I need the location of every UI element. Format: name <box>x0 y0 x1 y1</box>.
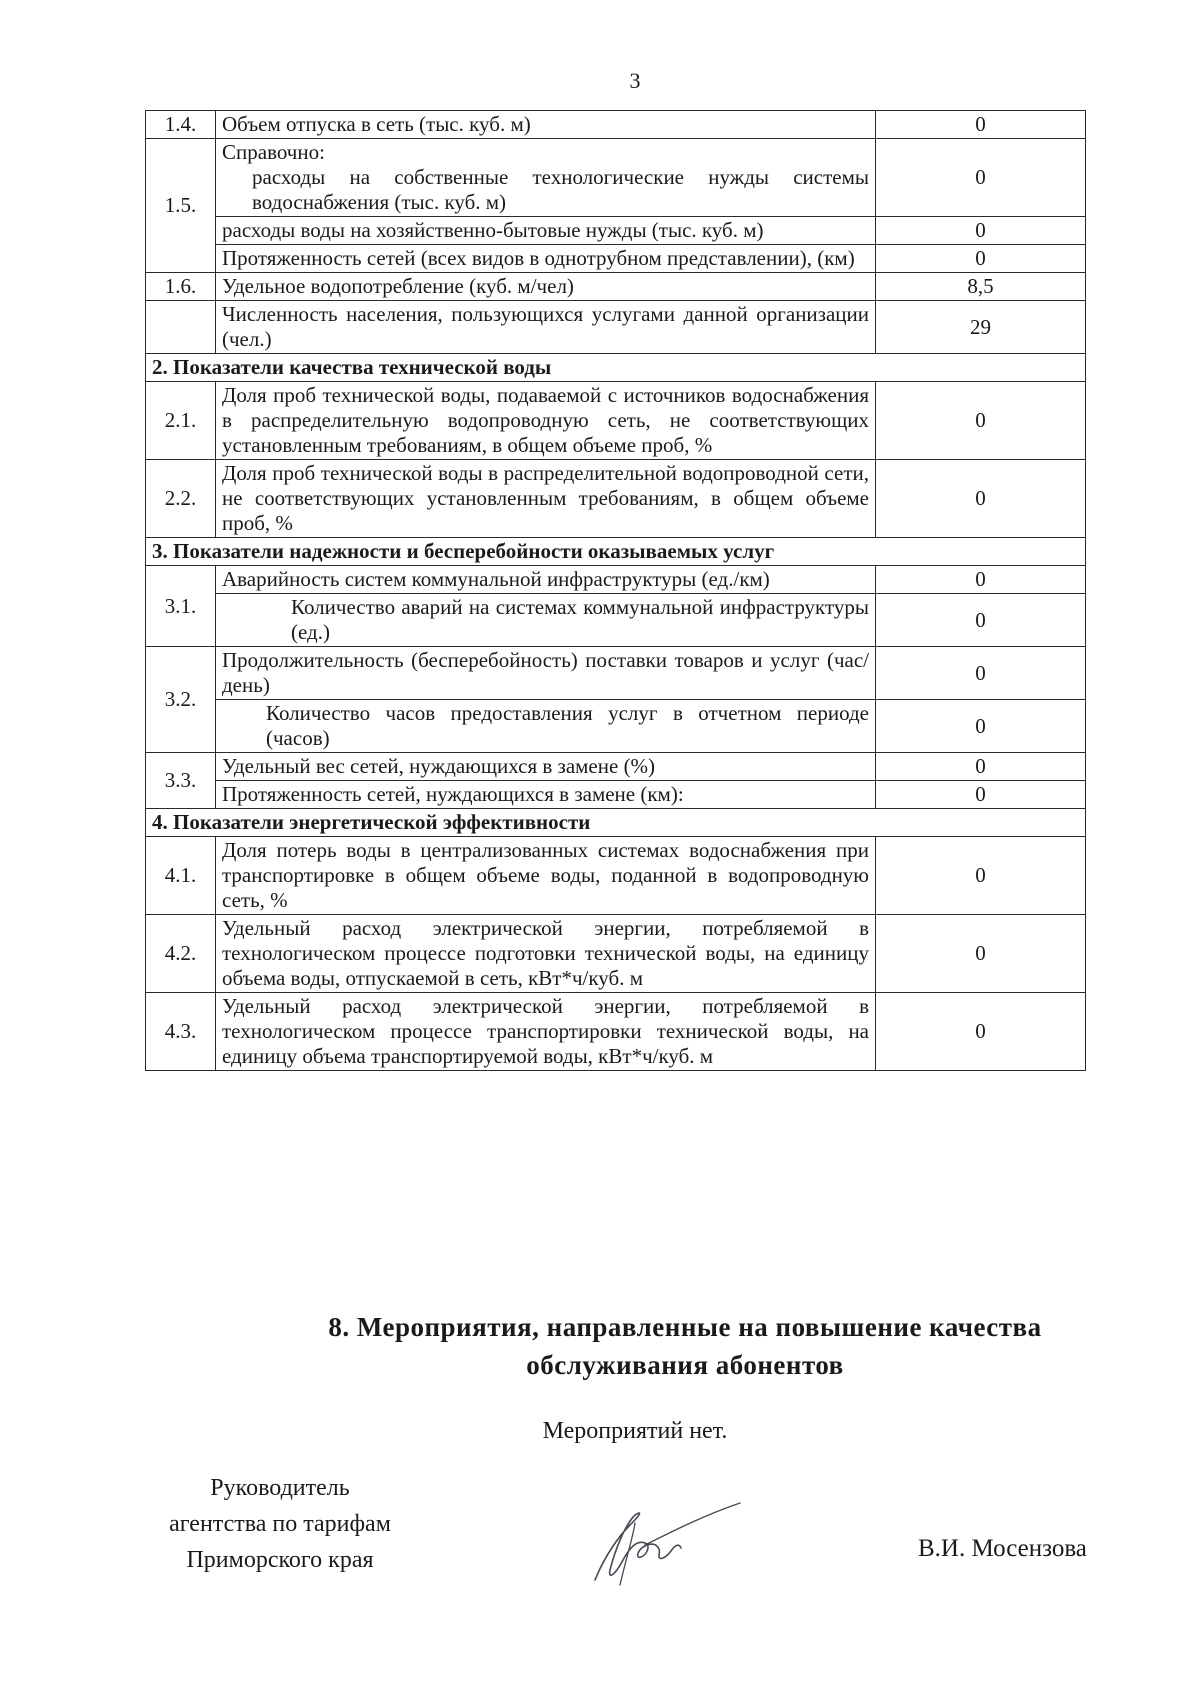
row-value: 0 <box>876 566 1086 594</box>
row-number: 4.3. <box>146 993 216 1071</box>
page-number: 3 <box>629 68 641 93</box>
row-number: 3.3. <box>146 753 216 809</box>
row-number: 3.2. <box>146 647 216 753</box>
section-row <box>146 354 1086 382</box>
row-number: 2.1. <box>146 382 216 460</box>
section-row <box>146 538 1086 566</box>
row-description-text: расходы на собственные технологические нужды системы водоснабжения (тыс. куб. м) <box>252 165 869 214</box>
signer-title-line1: Руководитель <box>210 1475 350 1501</box>
row-value: 0 <box>876 245 1086 273</box>
row-value: 29 <box>876 301 1086 354</box>
table-row <box>146 566 1086 594</box>
signature-stem <box>620 1523 635 1585</box>
section-heading-2: 2. Показатели качества технической воды <box>146 354 1086 382</box>
signer-name: В.И. Мосензова <box>918 1535 1087 1562</box>
row-description: Доля потерь воды в централизованных системах водоснабжения при транспортировке в общем объеме воды, поданной в водопроводную сеть, % <box>216 837 876 915</box>
row-value: 0 <box>876 594 1086 647</box>
row-description: Количество часов предоставления услуг в отчетном периоде (часов) <box>216 700 876 753</box>
row-description: Продолжительность (бесперебойность) поставки товаров и услуг (час/день) <box>216 647 876 700</box>
table-row <box>146 139 1086 217</box>
table-row <box>146 647 1086 700</box>
table-row <box>146 915 1086 993</box>
row-number: 4.2. <box>146 915 216 993</box>
table-row <box>146 781 1086 809</box>
row-description: Протяженность сетей, нуждающихся в замене (км): <box>216 781 876 809</box>
table-row <box>146 700 1086 753</box>
row-description: Удельное водопотребление (куб. м/чел) <box>216 273 876 301</box>
row-value: 0 <box>876 781 1086 809</box>
row-value: 0 <box>876 993 1086 1071</box>
table-row <box>146 273 1086 301</box>
row-description: Численность населения, пользующихся услугами данной организации (чел.) <box>216 301 876 354</box>
table-row <box>146 753 1086 781</box>
table-row <box>146 837 1086 915</box>
row-description: Количество аварий на системах коммунальной инфраструктуры (ед.) <box>216 594 876 647</box>
signer-title <box>130 1470 430 1578</box>
section-heading-4: 4. Показатели энергетической эффективности <box>146 809 1086 837</box>
signature-flourish <box>645 1503 740 1545</box>
section-8-title-line1: 8. Мероприятия, направленные на повышение качества <box>328 1312 1042 1342</box>
row-description: Доля проб технической воды в распределительной водопроводной сети, не соответствующих установленным требованиям, в общем объеме проб, % <box>216 460 876 538</box>
signer-title-line2: агентства по тарифам <box>169 1511 391 1537</box>
row-description: Удельный расход электрической энергии, потребляемой в технологическом процессе подготовки технической воды, на единицу объема воды, отпускаемой в сеть, кВт*ч/куб. м <box>216 915 876 993</box>
row-value: 0 <box>876 382 1086 460</box>
row-number: 1.6. <box>146 273 216 301</box>
table-row <box>146 460 1086 538</box>
signer-title-line3: Приморского края <box>186 1547 374 1573</box>
table-row <box>146 111 1086 139</box>
row-value: 0 <box>876 139 1086 217</box>
row-description: Протяженность сетей (всех видов в однотрубном представлении), (км) <box>216 245 876 273</box>
row-value: 0 <box>876 647 1086 700</box>
table-row <box>146 594 1086 647</box>
row-description: Объем отпуска в сеть (тыс. куб. м) <box>216 111 876 139</box>
indicators-table <box>145 110 1086 1071</box>
row-value: 0 <box>876 460 1086 538</box>
table-row <box>146 217 1086 245</box>
row-description: Удельный вес сетей, нуждающихся в замене (%) <box>216 753 876 781</box>
row-description: Аварийность систем коммунальной инфраструктуры (ед./км) <box>216 566 876 594</box>
signature-stroke <box>595 1513 681 1580</box>
section-8-title-line2: обслуживания абонентов <box>526 1350 844 1380</box>
handwritten-signature <box>575 1485 745 1595</box>
row-description: Удельный расход электрической энергии, потребляемой в технологическом процессе транспортировки технической воды, на единицу объема транспортируемой воды, кВт*ч/куб. м <box>216 993 876 1071</box>
row-value: 0 <box>876 111 1086 139</box>
reference-label: Справочно: <box>222 140 325 164</box>
row-number: 1.5. <box>146 139 216 273</box>
row-value: 8,5 <box>876 273 1086 301</box>
table-row <box>146 382 1086 460</box>
section-8-heading <box>145 1308 1200 1384</box>
row-description: Доля проб технической воды, подаваемой с источников водоснабжения в распределительную водопроводную сеть, не соответствующих установленным требованиям, в общем объеме проб, % <box>216 382 876 460</box>
row-value: 0 <box>876 700 1086 753</box>
row-description <box>216 139 876 217</box>
row-value: 0 <box>876 217 1086 245</box>
row-value: 0 <box>876 837 1086 915</box>
row-number: 4.1. <box>146 837 216 915</box>
row-value: 0 <box>876 753 1086 781</box>
row-number: 1.4. <box>146 111 216 139</box>
table-row <box>146 993 1086 1071</box>
row-description: расходы воды на хозяйственно-бытовые нужды (тыс. куб. м) <box>216 217 876 245</box>
row-number <box>146 301 216 354</box>
row-value: 0 <box>876 915 1086 993</box>
no-measures-text: Мероприятий нет. <box>542 1418 728 1444</box>
row-number: 3.1. <box>146 566 216 647</box>
row-number: 2.2. <box>146 460 216 538</box>
section-heading-3: 3. Показатели надежности и бесперебойности оказываемых услуг <box>146 538 1086 566</box>
table-row <box>146 245 1086 273</box>
section-row <box>146 809 1086 837</box>
table-row <box>146 301 1086 354</box>
